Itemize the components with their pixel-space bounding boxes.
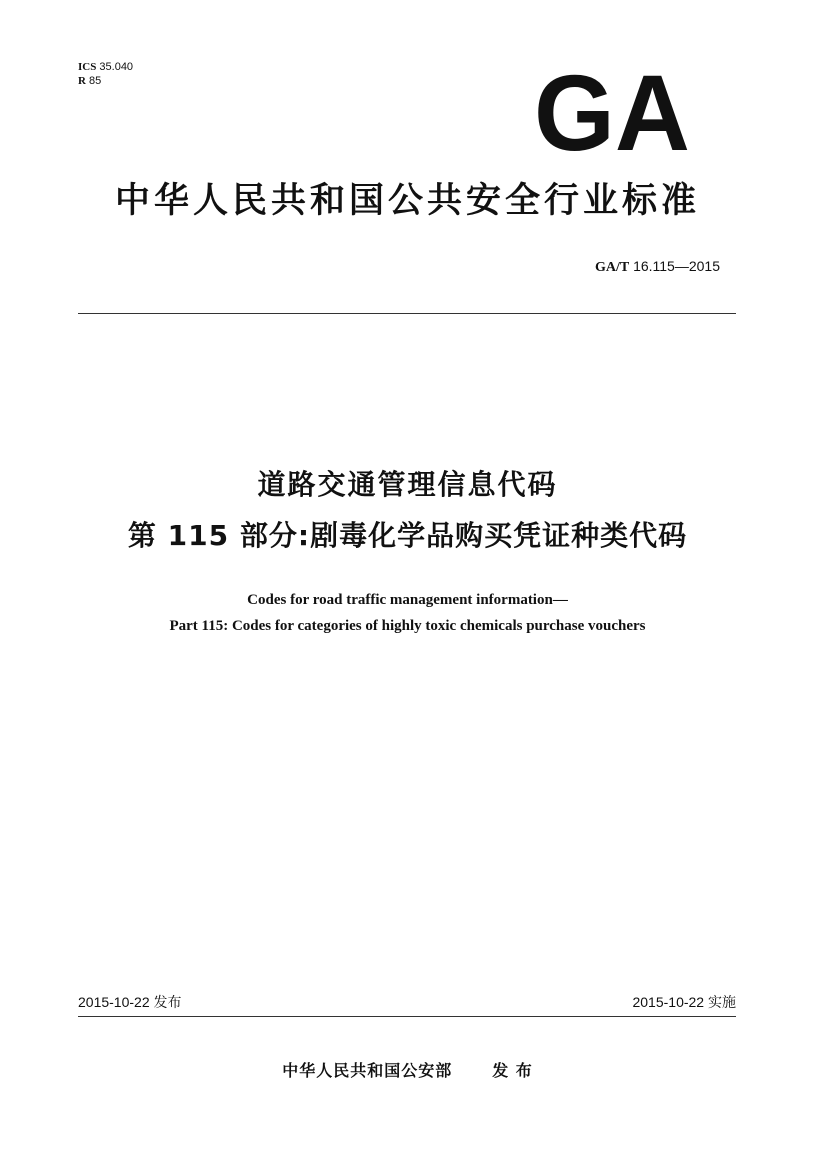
ics-line xyxy=(78,60,133,74)
sub-title: 第 115 部分:剧毒化学品购买凭证种类代码 xyxy=(127,519,688,552)
bottom-divider xyxy=(78,1016,736,1017)
ccs-code: 85 xyxy=(89,75,102,87)
issuer xyxy=(0,1058,815,1081)
standard-number xyxy=(595,258,720,276)
english-title-line1: Codes for road traffic management information— xyxy=(247,592,568,608)
classification-codes xyxy=(78,60,133,88)
issuer-action: 发 布 xyxy=(492,1061,533,1080)
ics-code: 35.040 xyxy=(99,61,134,73)
organization-title: 中华人民共和国公共安全行业标准 xyxy=(114,181,700,221)
publish-date: 2015-10-22 发布 xyxy=(78,994,182,1010)
top-divider xyxy=(78,313,736,314)
ga-logo-text: GA xyxy=(534,72,690,152)
english-title-line2: Part 115: Codes for categories of highly toxic chemicals purchase vouchers xyxy=(169,618,646,634)
ics-label: ICS xyxy=(78,61,97,73)
ccs-label: R xyxy=(78,75,86,87)
main-title: 道路交通管理信息代码 xyxy=(257,468,558,501)
ccs-line xyxy=(78,74,133,88)
standard-code: 16.115—2015 xyxy=(633,258,720,274)
implement-date: 2015-10-22 实施 xyxy=(632,994,736,1010)
issuer-name: 中华人民共和国公安部 xyxy=(282,1061,453,1080)
ga-logo xyxy=(534,72,690,152)
standard-prefix: GA/T xyxy=(594,260,630,275)
